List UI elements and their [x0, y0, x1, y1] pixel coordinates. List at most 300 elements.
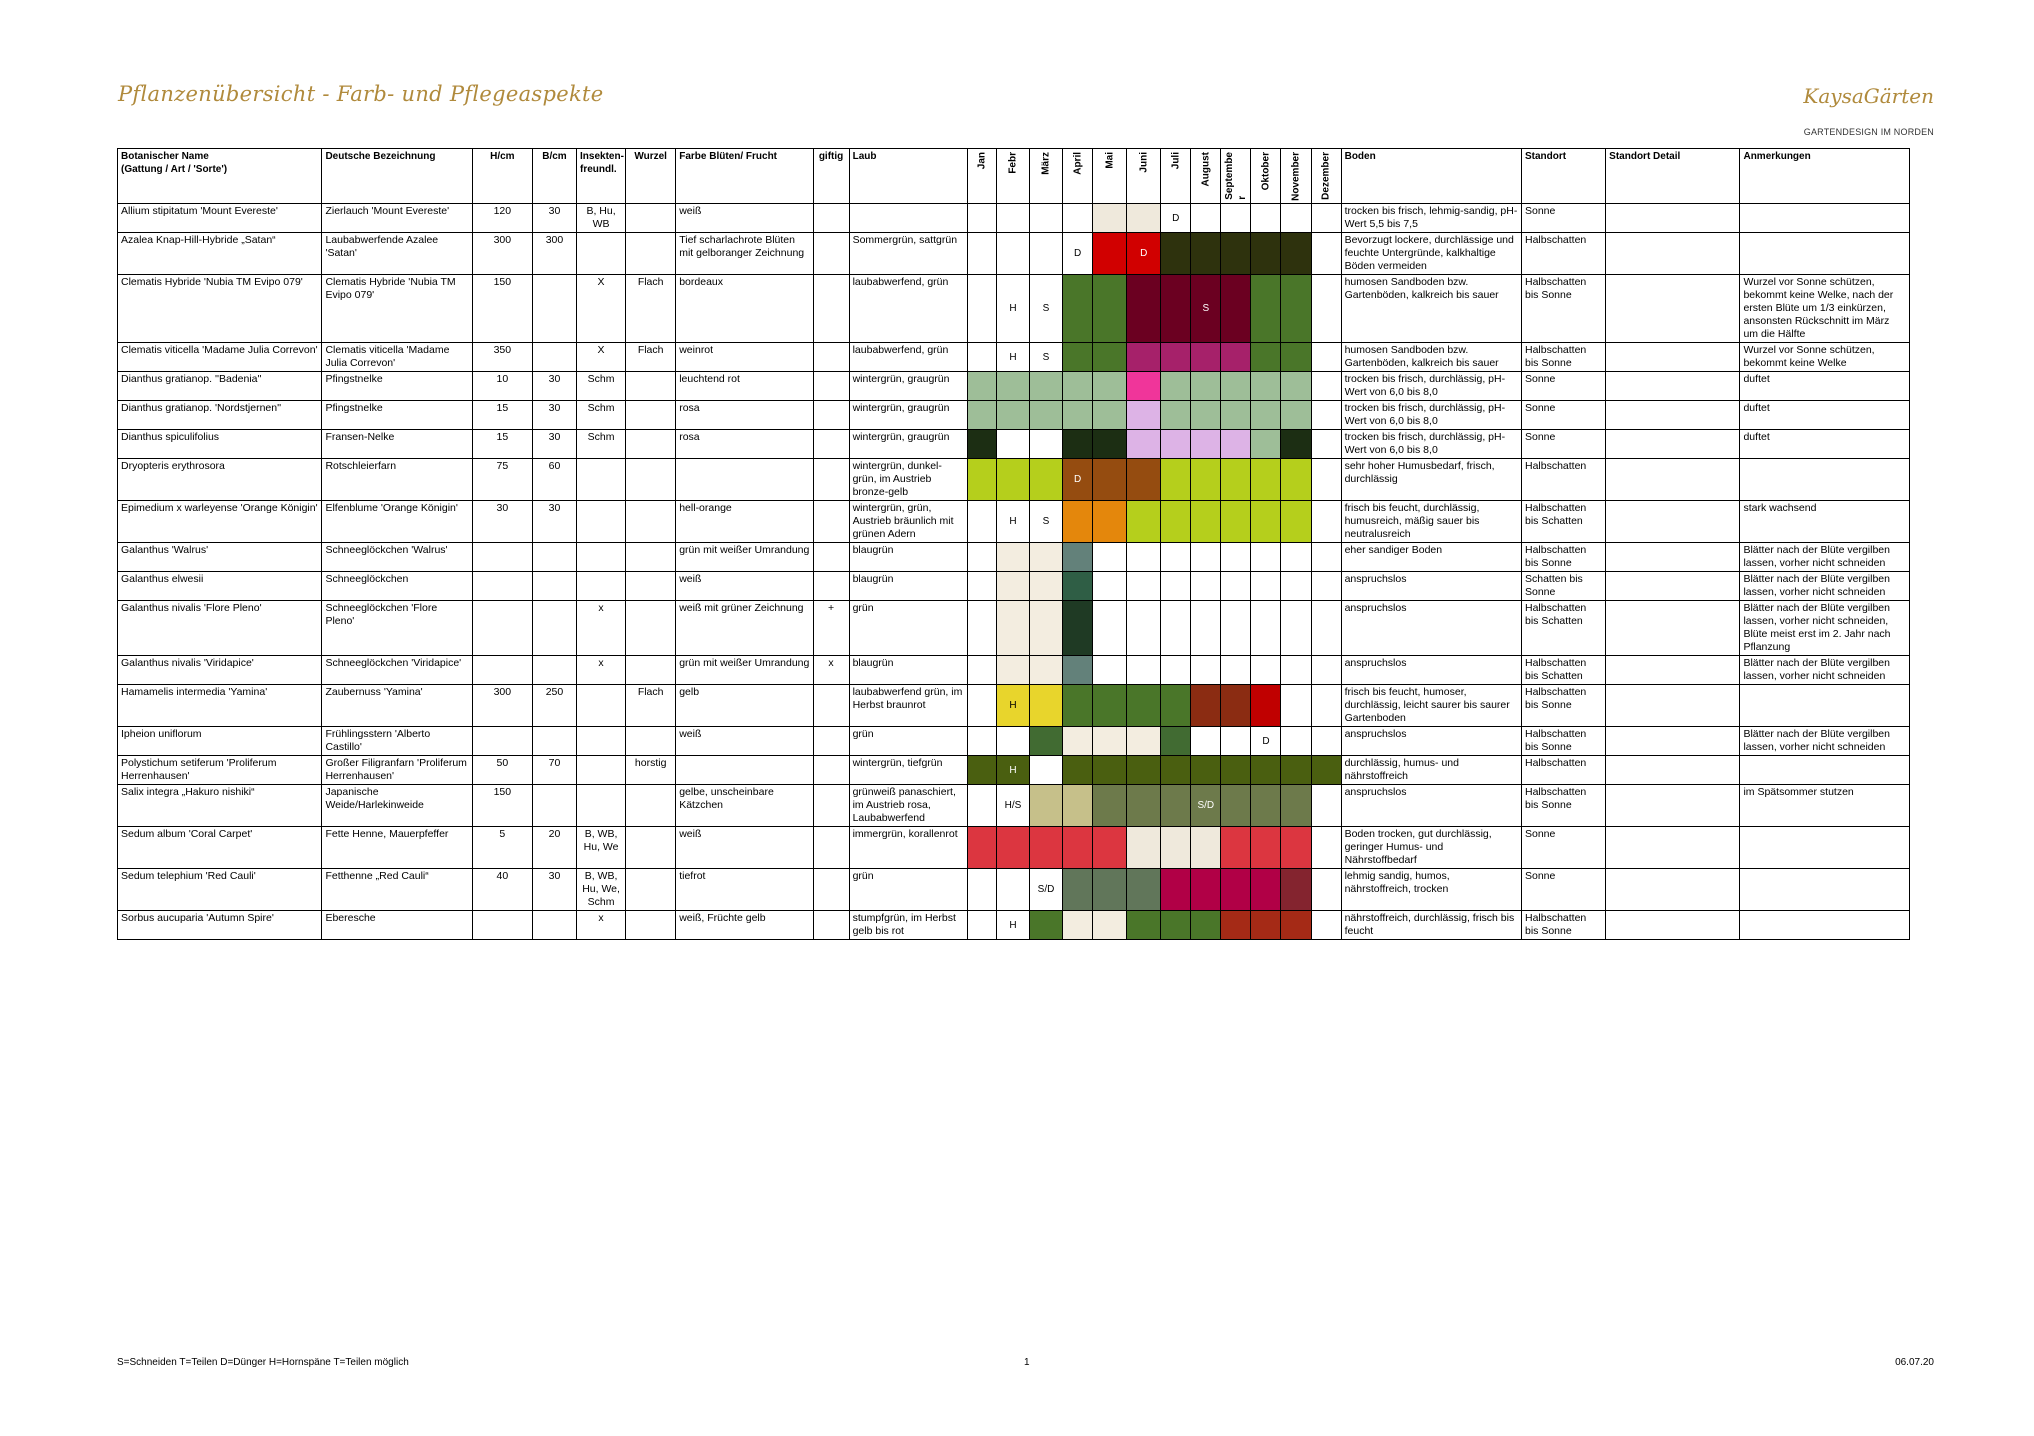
month-cell [1127, 827, 1161, 869]
root-type [626, 827, 676, 869]
toxic [813, 727, 849, 756]
insect-friendly [577, 756, 626, 785]
height: 10 [472, 372, 532, 401]
month-cell [1093, 543, 1127, 572]
notes: Wurzel vor Sonne schützen, bekommt keine Welke, nach der ersten Blüte um 1/3 einkürzen, ansonsten Rückschnitt im März um die Hälfte [1740, 275, 1910, 343]
month-cell [1221, 785, 1251, 827]
location-detail [1606, 204, 1740, 233]
root-type [626, 656, 676, 685]
location-detail [1606, 572, 1740, 601]
location: Schatten bis Sonne [1521, 572, 1605, 601]
page-number: 1 [1024, 1357, 1030, 1368]
month-cell [996, 601, 1029, 656]
foliage: Sommergrün, sattgrün [849, 233, 967, 275]
location: Halbschatten bis Sonne [1521, 543, 1605, 572]
insect-friendly [577, 727, 626, 756]
root-type [626, 372, 676, 401]
col-month-may [1093, 149, 1127, 204]
col-month-jan [967, 149, 996, 204]
table-row [118, 501, 1910, 543]
soil: lehmig sandig, humos, nährstoffreich, trocken [1341, 869, 1521, 911]
location: Halbschatten bis Sonne [1521, 343, 1605, 372]
month-cell [996, 204, 1029, 233]
month-cell [1281, 685, 1311, 727]
month-cell [1029, 430, 1062, 459]
month-cell [1161, 827, 1191, 869]
foliage: wintergrün, dunkel-grün, im Austrieb bronze-gelb [849, 459, 967, 501]
month-cell [1221, 430, 1251, 459]
month-label: Juni [1138, 152, 1150, 173]
month-cell [996, 656, 1029, 685]
notes: stark wachsend [1740, 501, 1910, 543]
month-cell [1029, 785, 1062, 827]
month-cell [1281, 601, 1311, 656]
location: Sonne [1521, 430, 1605, 459]
month-cell [967, 785, 996, 827]
toxic [813, 756, 849, 785]
location: Halbschatten bis Sonne [1521, 911, 1605, 940]
location-detail [1606, 233, 1740, 275]
width: 250 [532, 685, 576, 727]
month-cell: S/D [1029, 869, 1062, 911]
foliage: grün [849, 727, 967, 756]
month-cell: S [1029, 501, 1062, 543]
month-cell: D [1127, 233, 1161, 275]
root-type [626, 543, 676, 572]
month-cell [967, 543, 996, 572]
month-cell [1191, 601, 1221, 656]
month-cell [1251, 343, 1281, 372]
location: Halbschatten bis Sonne [1521, 785, 1605, 827]
month-cell [1191, 656, 1221, 685]
month-cell [967, 827, 996, 869]
german-name: Schneeglöckchen 'Viridapice' [322, 656, 472, 685]
height: 50 [472, 756, 532, 785]
german-name: Fransen-Nelke [322, 430, 472, 459]
location-detail [1606, 827, 1740, 869]
toxic [813, 204, 849, 233]
month-cell [1281, 827, 1311, 869]
month-cell [967, 656, 996, 685]
month-cell: H [996, 275, 1029, 343]
toxic [813, 869, 849, 911]
insect-friendly: B, WB, Hu, We, Schm [577, 869, 626, 911]
flower-color: weiß [676, 204, 813, 233]
month-cell [1127, 459, 1161, 501]
width: 70 [532, 756, 576, 785]
german-name: Rotschleierfarn [322, 459, 472, 501]
foliage: wintergrün, graugrün [849, 372, 967, 401]
month-cell [1063, 543, 1093, 572]
month-cell: S [1191, 275, 1221, 343]
botanical-name: Dianthus gratianop. ''Badenia'' [118, 372, 322, 401]
location: Halbschatten bis Schatten [1521, 601, 1605, 656]
height [472, 727, 532, 756]
month-cell [1251, 204, 1281, 233]
root-type [626, 572, 676, 601]
month-cell [1221, 756, 1251, 785]
month-cell [1093, 756, 1127, 785]
month-cell [1093, 727, 1127, 756]
month-cell [1251, 501, 1281, 543]
botanical-name: Sedum album 'Coral Carpet' [118, 827, 322, 869]
width [532, 543, 576, 572]
location: Halbschatten bis Sonne [1521, 727, 1605, 756]
flower-color: bordeaux [676, 275, 813, 343]
soil: durchlässig, humus- und nährstoffreich [1341, 756, 1521, 785]
notes: duftet [1740, 401, 1910, 430]
month-cell [1127, 372, 1161, 401]
month-cell [1029, 601, 1062, 656]
brand-tagline: GARTENDESIGN IM NORDEN [1803, 127, 1934, 137]
month-cell [1029, 656, 1062, 685]
month-cell [1311, 756, 1341, 785]
month-cell [1221, 869, 1251, 911]
month-cell: D [1063, 233, 1093, 275]
soil: anspruchslos [1341, 727, 1521, 756]
flower-color: gelb [676, 685, 813, 727]
location-detail [1606, 430, 1740, 459]
flower-color: rosa [676, 430, 813, 459]
month-cell [1251, 233, 1281, 275]
month-cell [1311, 656, 1341, 685]
table-row [118, 827, 1910, 869]
month-cell [1221, 685, 1251, 727]
toxic [813, 501, 849, 543]
month-cell [1063, 275, 1093, 343]
month-cell: H [996, 911, 1029, 940]
month-cell [996, 401, 1029, 430]
month-cell [1029, 685, 1062, 727]
month-cell [1029, 543, 1062, 572]
month-cell [996, 572, 1029, 601]
flower-color: hell-orange [676, 501, 813, 543]
location: Sonne [1521, 827, 1605, 869]
location: Halbschatten [1521, 459, 1605, 501]
month-cell [1281, 727, 1311, 756]
flower-color: weiß [676, 827, 813, 869]
width [532, 275, 576, 343]
month-cell [1191, 911, 1221, 940]
month-cell [1127, 275, 1161, 343]
insect-friendly: B, Hu, WB [577, 204, 626, 233]
width: 30 [532, 430, 576, 459]
notes: duftet [1740, 430, 1910, 459]
toxic: + [813, 601, 849, 656]
month-cell [967, 501, 996, 543]
month-cell [1093, 911, 1127, 940]
col-german: Deutsche Bezeichnung [322, 149, 472, 204]
month-cell [1093, 501, 1127, 543]
month-cell [996, 827, 1029, 869]
month-cell [1311, 372, 1341, 401]
month-cell [1191, 685, 1221, 727]
document-title: Pflanzenübersicht - Farb- und Pflegeaspekte [118, 82, 604, 106]
botanical-name: Ipheion uniflorum [118, 727, 322, 756]
table-row [118, 372, 1910, 401]
month-cell [1093, 656, 1127, 685]
botanical-name: Azalea Knap-Hill-Hybride „Satan“ [118, 233, 322, 275]
month-cell [1127, 543, 1161, 572]
col-insects: Insekten- freundl. [577, 149, 626, 204]
location-detail [1606, 756, 1740, 785]
flower-color: weiß [676, 727, 813, 756]
brand-logo: KaysaGärten [1803, 84, 1934, 108]
month-cell [1127, 343, 1161, 372]
botanical-name: Dianthus gratianop. 'Nordstjernen'' [118, 401, 322, 430]
month-label: März [1040, 152, 1052, 175]
toxic [813, 572, 849, 601]
root-type [626, 401, 676, 430]
month-cell [1127, 601, 1161, 656]
foliage: blaugrün [849, 656, 967, 685]
width: 60 [532, 459, 576, 501]
notes: im Spätsommer stutzen [1740, 785, 1910, 827]
notes [1740, 204, 1910, 233]
flower-color: grün mit weißer Umrandung [676, 656, 813, 685]
col-location-detail: Standort Detail [1606, 149, 1740, 204]
month-cell [1161, 501, 1191, 543]
insect-friendly: x [577, 656, 626, 685]
month-cell [1191, 756, 1221, 785]
month-label: April [1072, 152, 1084, 175]
month-cell [1063, 372, 1093, 401]
toxic [813, 372, 849, 401]
flower-color: Tief scharlachrote Blüten mit gelboranger Zeichnung [676, 233, 813, 275]
notes: Blätter nach der Blüte vergilben lassen, vorher nicht schneiden [1740, 727, 1910, 756]
soil: anspruchslos [1341, 572, 1521, 601]
botanical-name: Sedum telephium 'Red Cauli' [118, 869, 322, 911]
month-cell: H [996, 685, 1029, 727]
insect-friendly: Schm [577, 401, 626, 430]
soil: trocken bis frisch, durchlässig, pH-Wert von 6,0 bis 8,0 [1341, 401, 1521, 430]
german-name: Clematis Hybride 'Nubia TM Evipo 079' [322, 275, 472, 343]
location-detail [1606, 459, 1740, 501]
german-name: Schneeglöckchen 'Flore Pleno' [322, 601, 472, 656]
height: 120 [472, 204, 532, 233]
table-row [118, 233, 1910, 275]
location: Sonne [1521, 869, 1605, 911]
location: Sonne [1521, 401, 1605, 430]
month-cell [1093, 275, 1127, 343]
month-cell [1191, 727, 1221, 756]
notes [1740, 869, 1910, 911]
german-name: Pfingstnelke [322, 401, 472, 430]
soil: anspruchslos [1341, 601, 1521, 656]
month-label: August [1200, 152, 1212, 187]
flower-color [676, 756, 813, 785]
insect-friendly: x [577, 911, 626, 940]
month-label: Juli [1170, 152, 1182, 170]
root-type [626, 501, 676, 543]
foliage: immergrün, korallenrot [849, 827, 967, 869]
width [532, 727, 576, 756]
month-cell [1191, 543, 1221, 572]
footer-date: 06.07.20 [1895, 1357, 1934, 1368]
month-cell [1161, 233, 1191, 275]
width: 300 [532, 233, 576, 275]
month-cell [1281, 401, 1311, 430]
month-cell [1063, 911, 1093, 940]
location-detail [1606, 543, 1740, 572]
location-detail [1606, 785, 1740, 827]
botanical-name: Dryopteris erythrosora [118, 459, 322, 501]
month-cell [1281, 343, 1311, 372]
notes [1740, 685, 1910, 727]
col-notes: Anmerkungen [1740, 149, 1910, 204]
foliage: wintergrün, graugrün [849, 401, 967, 430]
month-cell [1093, 372, 1127, 401]
botanical-name: Clematis viticella 'Madame Julia Correvon' [118, 343, 322, 372]
col-month-nov [1281, 149, 1311, 204]
height [472, 656, 532, 685]
col-month-dec [1311, 149, 1341, 204]
month-cell [1281, 430, 1311, 459]
month-cell [1281, 911, 1311, 940]
month-cell [1127, 401, 1161, 430]
foliage: grün [849, 869, 967, 911]
month-cell [1221, 233, 1251, 275]
location: Halbschatten bis Schatten [1521, 656, 1605, 685]
month-cell [1221, 827, 1251, 869]
foliage: blaugrün [849, 572, 967, 601]
soil: humosen Sandboden bzw. Gartenböden, kalkreich bis sauer [1341, 275, 1521, 343]
soil: nährstoffreich, durchlässig, frisch bis feucht [1341, 911, 1521, 940]
month-cell [967, 601, 996, 656]
height: 300 [472, 685, 532, 727]
footer-legend: S=Schneiden T=Teilen D=Dünger H=Hornspäne T=Teilen möglich [117, 1357, 409, 1368]
width: 30 [532, 869, 576, 911]
month-cell [996, 233, 1029, 275]
month-cell [1311, 275, 1341, 343]
month-cell [1221, 727, 1251, 756]
month-cell [1093, 827, 1127, 869]
month-cell: S [1029, 343, 1062, 372]
month-cell [1191, 827, 1221, 869]
insect-friendly [577, 501, 626, 543]
width [532, 656, 576, 685]
month-cell [1029, 459, 1062, 501]
insect-friendly: Schm [577, 430, 626, 459]
location-detail [1606, 685, 1740, 727]
month-cell [1029, 204, 1062, 233]
col-month-jul [1161, 149, 1191, 204]
month-cell [1251, 543, 1281, 572]
toxic [813, 430, 849, 459]
table-row [118, 685, 1910, 727]
soil: eher sandiger Boden [1341, 543, 1521, 572]
table-row [118, 911, 1910, 940]
month-cell [1063, 685, 1093, 727]
month-label: Dezember [1320, 152, 1332, 200]
height: 350 [472, 343, 532, 372]
location-detail [1606, 501, 1740, 543]
month-cell [1029, 827, 1062, 869]
month-cell [1311, 572, 1341, 601]
soil: trocken bis frisch, durchlässig, pH-Wert von 6,0 bis 8,0 [1341, 430, 1521, 459]
flower-color: gelbe, unscheinbare Kätzchen [676, 785, 813, 827]
month-cell [967, 275, 996, 343]
month-cell [1191, 372, 1221, 401]
botanical-name: Galanthus 'Walrus' [118, 543, 322, 572]
month-label: Febr [1007, 152, 1019, 174]
month-cell [1221, 656, 1251, 685]
month-cell [1029, 572, 1062, 601]
month-cell [1221, 911, 1251, 940]
flower-color: tiefrot [676, 869, 813, 911]
month-cell [1281, 233, 1311, 275]
month-cell [1093, 685, 1127, 727]
month-label: Oktober [1260, 152, 1272, 191]
root-type [626, 869, 676, 911]
month-cell [1311, 343, 1341, 372]
col-month-feb [996, 149, 1029, 204]
insect-friendly: B, WB, Hu, We [577, 827, 626, 869]
flower-color: rosa [676, 401, 813, 430]
col-location: Standort [1521, 149, 1605, 204]
width: 20 [532, 827, 576, 869]
soil: Boden trocken, gut durchlässig, geringer Humus- und Nährstoffbedarf [1341, 827, 1521, 869]
month-cell [1093, 401, 1127, 430]
month-cell [1063, 204, 1093, 233]
foliage: blaugrün [849, 543, 967, 572]
botanical-name: Allium stipitatum 'Mount Evereste' [118, 204, 322, 233]
month-cell: S/D [1191, 785, 1221, 827]
month-cell [1063, 756, 1093, 785]
location: Halbschatten [1521, 756, 1605, 785]
soil: Bevorzugt lockere, durchlässige und feuchte Untergründe, kalkhaltige Böden vermeiden [1341, 233, 1521, 275]
col-month-apr [1063, 149, 1093, 204]
month-cell [1311, 827, 1341, 869]
flower-color: weiß mit grüner Zeichnung [676, 601, 813, 656]
col-root: Wurzel [626, 149, 676, 204]
table-row [118, 543, 1910, 572]
toxic [813, 543, 849, 572]
german-name: Laubabwerfende Azalee 'Satan' [322, 233, 472, 275]
month-cell [1161, 911, 1191, 940]
foliage: wintergrün, tiefgrün [849, 756, 967, 785]
height [472, 572, 532, 601]
german-name: Zaubernuss 'Yamina' [322, 685, 472, 727]
toxic: x [813, 656, 849, 685]
month-cell [1029, 401, 1062, 430]
toxic [813, 911, 849, 940]
month-cell: D [1161, 204, 1191, 233]
table-row [118, 572, 1910, 601]
month-cell: H [996, 756, 1029, 785]
height: 40 [472, 869, 532, 911]
month-cell [1161, 727, 1191, 756]
flower-color [676, 459, 813, 501]
month-cell [1311, 401, 1341, 430]
botanical-name: Galanthus nivalis 'Flore Pleno' [118, 601, 322, 656]
month-label: Mai [1104, 152, 1116, 169]
table-row [118, 275, 1910, 343]
insect-friendly: X [577, 343, 626, 372]
month-cell [967, 343, 996, 372]
month-cell [1221, 543, 1251, 572]
soil: frisch bis feucht, durchlässig, humusreich, mäßig sauer bis neutralusreich [1341, 501, 1521, 543]
month-cell [1251, 372, 1281, 401]
month-cell [1281, 543, 1311, 572]
month-cell [1127, 430, 1161, 459]
toxic [813, 827, 849, 869]
month-cell [1161, 572, 1191, 601]
german-name: Frühlingsstern 'Alberto Castillo' [322, 727, 472, 756]
height: 30 [472, 501, 532, 543]
month-cell [1127, 685, 1161, 727]
notes [1740, 756, 1910, 785]
